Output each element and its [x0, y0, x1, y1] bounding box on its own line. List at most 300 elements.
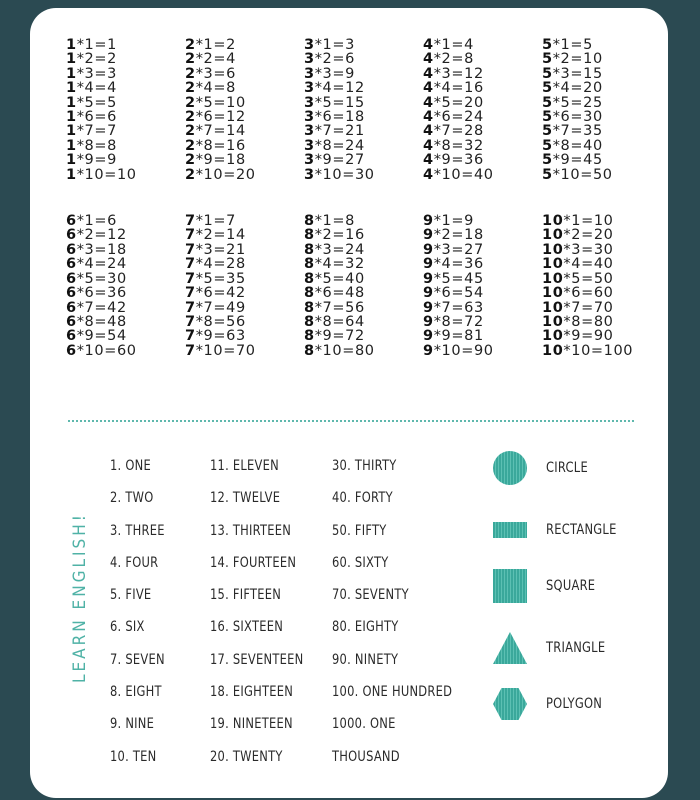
table-expression: *1=3 [314, 37, 355, 53]
table-base: 1 [66, 80, 77, 97]
table-line [423, 214, 542, 228]
shape-label: SQUARE [546, 578, 596, 594]
table-expression: *6=12 [195, 109, 246, 126]
table-base: 8 [304, 270, 315, 287]
table-base: 7 [185, 299, 196, 316]
table-line [185, 344, 304, 358]
number-word: 15. FIFTEEN [210, 587, 282, 604]
table-line [304, 153, 423, 167]
table-line [423, 52, 542, 66]
number-word: THOUSAND [332, 748, 400, 765]
table-expression: *1=4 [433, 37, 474, 53]
table-line [542, 153, 661, 167]
table-expression: *5=20 [433, 94, 484, 111]
table-expression: *8=24 [314, 137, 365, 154]
table-base: 1 [66, 37, 77, 53]
table-line [304, 329, 423, 343]
table-base: 1 [66, 137, 77, 154]
table-expression: *7=70 [563, 299, 614, 316]
number-word: 40. FORTY [332, 490, 393, 507]
table-line [423, 110, 542, 124]
table-line [542, 96, 661, 110]
table-expression: *4=28 [195, 256, 246, 273]
table-line [423, 67, 542, 81]
table-base: 10 [542, 241, 564, 258]
learn-english-title: LEARN ENGLISH! [70, 512, 90, 683]
table-base: 1 [66, 109, 77, 126]
table-line [66, 124, 185, 138]
table-expression: *6=54 [433, 285, 484, 302]
number-word: 3. THREE [110, 522, 165, 539]
table-expression: *3=9 [314, 65, 355, 82]
table-expression: *10=80 [314, 342, 375, 359]
table-expression: *9=9 [76, 152, 117, 169]
number-word: 5. FIVE [110, 587, 152, 604]
table-expression: *5=10 [195, 94, 246, 111]
table-base: 10 [542, 299, 564, 316]
table-expression: *2=8 [433, 51, 474, 68]
number-word: 2. TWO [110, 490, 154, 507]
square-icon [492, 568, 528, 604]
table-expression: *10=30 [314, 166, 375, 183]
table-base: 9 [423, 227, 434, 244]
table-base: 6 [66, 285, 77, 302]
table-expression: *10=10 [76, 166, 137, 183]
table-base: 10 [542, 227, 564, 244]
table-base: 4 [423, 37, 434, 53]
table-base: 7 [185, 256, 196, 273]
table-base: 5 [542, 137, 553, 154]
table-expression: *7=28 [433, 123, 484, 140]
table-base: 3 [304, 166, 315, 183]
table-expression: *7=42 [76, 299, 127, 316]
table-line [304, 272, 423, 286]
shape-item [492, 686, 614, 722]
table-expression: *6=18 [314, 109, 365, 126]
table-expression: *4=36 [433, 256, 484, 273]
table-base: 8 [304, 213, 315, 230]
table-expression: *5=35 [195, 270, 246, 287]
table-expression: *8=40 [552, 137, 603, 154]
table-base: 6 [66, 227, 77, 244]
table-base: 7 [185, 227, 196, 244]
table-expression: *9=63 [195, 328, 246, 345]
table-expression: *3=6 [195, 65, 236, 82]
table-line [66, 286, 185, 300]
table-expression: *8=16 [195, 137, 246, 154]
table-line [185, 315, 304, 329]
table-line [542, 52, 661, 66]
multiplication-card [30, 8, 668, 798]
number-word: 14. FOURTEEN [210, 554, 297, 571]
table-line [66, 214, 185, 228]
table-line [542, 214, 661, 228]
shape-item [492, 450, 597, 486]
shape-item [492, 630, 618, 666]
table-base: 2 [185, 94, 196, 111]
number-word: 9. NINE [110, 716, 155, 733]
table-line [542, 272, 661, 286]
table-line [185, 52, 304, 66]
table-expression: *3=30 [563, 241, 614, 258]
table-base: 4 [423, 137, 434, 154]
number-word: 1. ONE [110, 458, 151, 474]
table-expression: *2=18 [433, 227, 484, 244]
table-expression: *6=36 [76, 285, 127, 302]
table-base: 3 [304, 94, 315, 111]
table-line [185, 139, 304, 153]
table-base: 9 [423, 270, 434, 287]
table-expression: *7=14 [195, 123, 246, 140]
table-base: 8 [304, 328, 315, 345]
table-line [542, 110, 661, 124]
table-line [66, 96, 185, 110]
table-base: 4 [423, 94, 434, 111]
table-expression: *6=60 [563, 285, 614, 302]
times-table-3 [304, 38, 423, 182]
table-expression: *8=80 [563, 313, 614, 330]
table-line [304, 243, 423, 257]
table-line [542, 315, 661, 329]
number-word: 12. TWELVE [210, 490, 281, 507]
table-base: 10 [542, 256, 564, 273]
table-expression: *8=8 [76, 137, 117, 154]
table-expression: *1=2 [195, 37, 236, 53]
table-line [66, 52, 185, 66]
table-base: 2 [185, 80, 196, 97]
number-words-column [210, 450, 324, 773]
table-base: 6 [66, 328, 77, 345]
table-line [185, 329, 304, 343]
table-expression: *7=21 [314, 123, 365, 140]
table-base: 4 [423, 65, 434, 82]
table-line [66, 81, 185, 95]
table-line [185, 228, 304, 242]
shape-label: TRIANGLE [546, 640, 606, 656]
table-line [542, 139, 661, 153]
table-line [66, 272, 185, 286]
table-base: 10 [542, 270, 564, 287]
table-expression: *6=6 [76, 109, 117, 126]
table-expression: *10=70 [195, 342, 256, 359]
table-expression: *4=8 [195, 80, 236, 97]
table-line [185, 301, 304, 315]
table-base: 7 [185, 328, 196, 345]
number-word: 4. FOUR [110, 554, 159, 571]
table-expression: *5=5 [76, 94, 117, 111]
times-table-6 [66, 214, 185, 358]
table-expression: *9=81 [433, 328, 484, 345]
table-expression: *1=10 [563, 213, 614, 230]
table-base: 3 [304, 80, 315, 97]
table-base: 4 [423, 166, 434, 183]
table-base: 5 [542, 80, 553, 97]
table-expression: *3=3 [76, 65, 117, 82]
table-line [304, 301, 423, 315]
table-line [304, 315, 423, 329]
table-expression: *4=24 [76, 256, 127, 273]
table-expression: *4=32 [314, 256, 365, 273]
table-expression: *5=40 [314, 270, 365, 287]
table-expression: *7=7 [76, 123, 117, 140]
table-line [304, 228, 423, 242]
table-line [542, 228, 661, 242]
table-expression: *4=12 [314, 80, 365, 97]
table-expression: *2=16 [314, 227, 365, 244]
table-expression: *6=24 [433, 109, 484, 126]
table-expression: *10=40 [433, 166, 494, 183]
table-line [66, 139, 185, 153]
table-line [66, 301, 185, 315]
table-line [542, 301, 661, 315]
number-word: 19. NINETEEN [210, 716, 293, 733]
table-expression: *1=7 [195, 213, 236, 230]
table-base: 5 [542, 94, 553, 111]
table-expression: *3=27 [433, 241, 484, 258]
table-line [423, 286, 542, 300]
table-expression: *4=20 [552, 80, 603, 97]
table-base: 3 [304, 65, 315, 82]
table-line [304, 67, 423, 81]
table-base: 8 [304, 342, 315, 359]
table-expression: *10=20 [195, 166, 256, 183]
table-expression: *3=21 [195, 241, 246, 258]
table-expression: *8=64 [314, 313, 365, 330]
table-expression: *9=18 [195, 152, 246, 169]
table-expression: *9=72 [314, 328, 365, 345]
table-line [304, 38, 423, 52]
number-word: 1000. ONE [332, 716, 396, 733]
table-expression: *2=4 [195, 51, 236, 68]
table-base: 3 [304, 51, 315, 68]
table-base: 9 [423, 328, 434, 345]
table-expression: *2=6 [314, 51, 355, 68]
table-expression: *2=20 [563, 227, 614, 244]
number-word: 7. SEVEN [110, 651, 165, 668]
times-table-10 [542, 214, 661, 358]
table-expression: *1=5 [552, 37, 593, 53]
table-line [542, 81, 661, 95]
table-line [185, 153, 304, 167]
table-line [185, 124, 304, 138]
table-base: 7 [185, 313, 196, 330]
shape-item [492, 568, 606, 604]
shape-label: RECTANGLE [546, 522, 617, 538]
table-base: 3 [304, 152, 315, 169]
table-expression: *10=90 [433, 342, 494, 359]
table-base: 2 [185, 166, 196, 183]
table-expression: *5=45 [433, 270, 484, 287]
table-line [66, 257, 185, 271]
table-line [304, 286, 423, 300]
table-line [542, 344, 661, 358]
table-base: 2 [185, 137, 196, 154]
times-table-4 [423, 38, 542, 182]
table-line [304, 52, 423, 66]
table-line [304, 124, 423, 138]
table-line [66, 110, 185, 124]
table-line [304, 110, 423, 124]
table-line [542, 286, 661, 300]
times-table-5 [542, 38, 661, 182]
table-expression: *5=50 [563, 270, 614, 287]
table-base: 1 [66, 152, 77, 169]
table-base: 3 [304, 137, 315, 154]
table-line [185, 272, 304, 286]
table-line [185, 168, 304, 182]
table-base: 1 [66, 51, 77, 68]
table-base: 7 [185, 213, 196, 230]
table-base: 2 [185, 65, 196, 82]
number-word: 8. EIGHT [110, 684, 162, 701]
number-word: 100. ONE HUNDRED [332, 684, 453, 701]
table-base: 8 [304, 299, 315, 316]
table-expression: *9=27 [314, 152, 365, 169]
table-line [304, 168, 423, 182]
table-base: 2 [185, 37, 196, 53]
table-line [185, 67, 304, 81]
table-base: 2 [185, 51, 196, 68]
table-base: 8 [304, 256, 315, 273]
table-base: 7 [185, 342, 196, 359]
table-base: 9 [423, 299, 434, 316]
table-base: 9 [423, 256, 434, 273]
table-line [542, 257, 661, 271]
table-line [423, 81, 542, 95]
table-line [423, 168, 542, 182]
number-word: 6. SIX [110, 619, 145, 636]
polygon-icon [492, 686, 528, 722]
table-line [423, 124, 542, 138]
table-base: 5 [542, 123, 553, 140]
table-expression: *7=56 [314, 299, 365, 316]
table-line [423, 329, 542, 343]
table-line [66, 344, 185, 358]
table-expression: *9=90 [563, 328, 614, 345]
table-expression: *3=15 [552, 65, 603, 82]
table-line [185, 96, 304, 110]
table-line [542, 329, 661, 343]
table-expression: *8=32 [433, 137, 484, 154]
table-base: 6 [66, 313, 77, 330]
table-line [185, 110, 304, 124]
table-expression: *1=9 [433, 213, 474, 230]
table-expression: *2=10 [552, 51, 603, 68]
number-word: 11. ELEVEN [210, 458, 279, 474]
table-base: 1 [66, 123, 77, 140]
table-line [66, 67, 185, 81]
table-line [423, 228, 542, 242]
table-base: 3 [304, 109, 315, 126]
number-words-column [110, 450, 177, 773]
table-line [185, 214, 304, 228]
table-base: 3 [304, 123, 315, 140]
table-expression: *6=48 [314, 285, 365, 302]
table-line [185, 81, 304, 95]
table-expression: *2=2 [76, 51, 117, 68]
table-line [304, 96, 423, 110]
table-base: 8 [304, 227, 315, 244]
table-expression: *8=48 [76, 313, 127, 330]
times-table-1 [66, 38, 185, 182]
number-word: 10. TEN [110, 748, 157, 765]
table-line [66, 329, 185, 343]
table-base: 7 [185, 270, 196, 287]
table-expression: *8=56 [195, 313, 246, 330]
table-base: 1 [66, 94, 77, 111]
table-line [542, 67, 661, 81]
table-expression: *7=63 [433, 299, 484, 316]
table-expression: *1=8 [314, 213, 355, 230]
table-base: 4 [423, 80, 434, 97]
table-line [66, 153, 185, 167]
number-word: 13. THIRTEEN [210, 522, 292, 539]
table-line [423, 301, 542, 315]
table-line [304, 139, 423, 153]
table-line [542, 168, 661, 182]
table-base: 7 [185, 241, 196, 258]
table-line [423, 153, 542, 167]
shape-label: POLYGON [546, 696, 603, 712]
table-base: 6 [66, 256, 77, 273]
table-base: 4 [423, 152, 434, 169]
table-base: 8 [304, 285, 315, 302]
table-expression: *10=100 [563, 342, 634, 359]
number-word: 50. FIFTY [332, 522, 387, 539]
shape-label: CIRCLE [546, 460, 588, 476]
table-expression: *4=4 [76, 80, 117, 97]
table-line [304, 214, 423, 228]
table-base: 6 [66, 213, 77, 230]
table-line [423, 315, 542, 329]
number-word: 70. SEVENTY [332, 587, 409, 604]
table-base: 6 [66, 342, 77, 359]
table-line [66, 243, 185, 257]
table-line [423, 257, 542, 271]
table-line [185, 38, 304, 52]
number-words-column [332, 450, 479, 773]
table-base: 1 [66, 65, 77, 82]
table-base: 4 [423, 109, 434, 126]
table-line [423, 96, 542, 110]
rectangle-icon [492, 512, 528, 548]
table-base: 5 [542, 51, 553, 68]
table-base: 9 [423, 285, 434, 302]
table-expression: *9=36 [433, 152, 484, 169]
table-base: 9 [423, 342, 434, 359]
table-expression: *8=72 [433, 313, 484, 330]
table-base: 8 [304, 313, 315, 330]
multiplication-tables [66, 38, 661, 358]
table-base: 5 [542, 152, 553, 169]
table-line [185, 257, 304, 271]
table-line [304, 81, 423, 95]
table-line [185, 286, 304, 300]
table-line [66, 38, 185, 52]
table-base: 3 [304, 37, 315, 53]
table-expression: *7=49 [195, 299, 246, 316]
number-word: 18. EIGHTEEN [210, 684, 294, 701]
table-base: 10 [542, 313, 564, 330]
table-line [66, 315, 185, 329]
table-line [185, 243, 304, 257]
table-base: 2 [185, 109, 196, 126]
table-base: 5 [542, 37, 553, 53]
table-line [66, 168, 185, 182]
table-base: 6 [66, 241, 77, 258]
number-word: 80. EIGHTY [332, 619, 399, 636]
table-base: 1 [66, 166, 77, 183]
